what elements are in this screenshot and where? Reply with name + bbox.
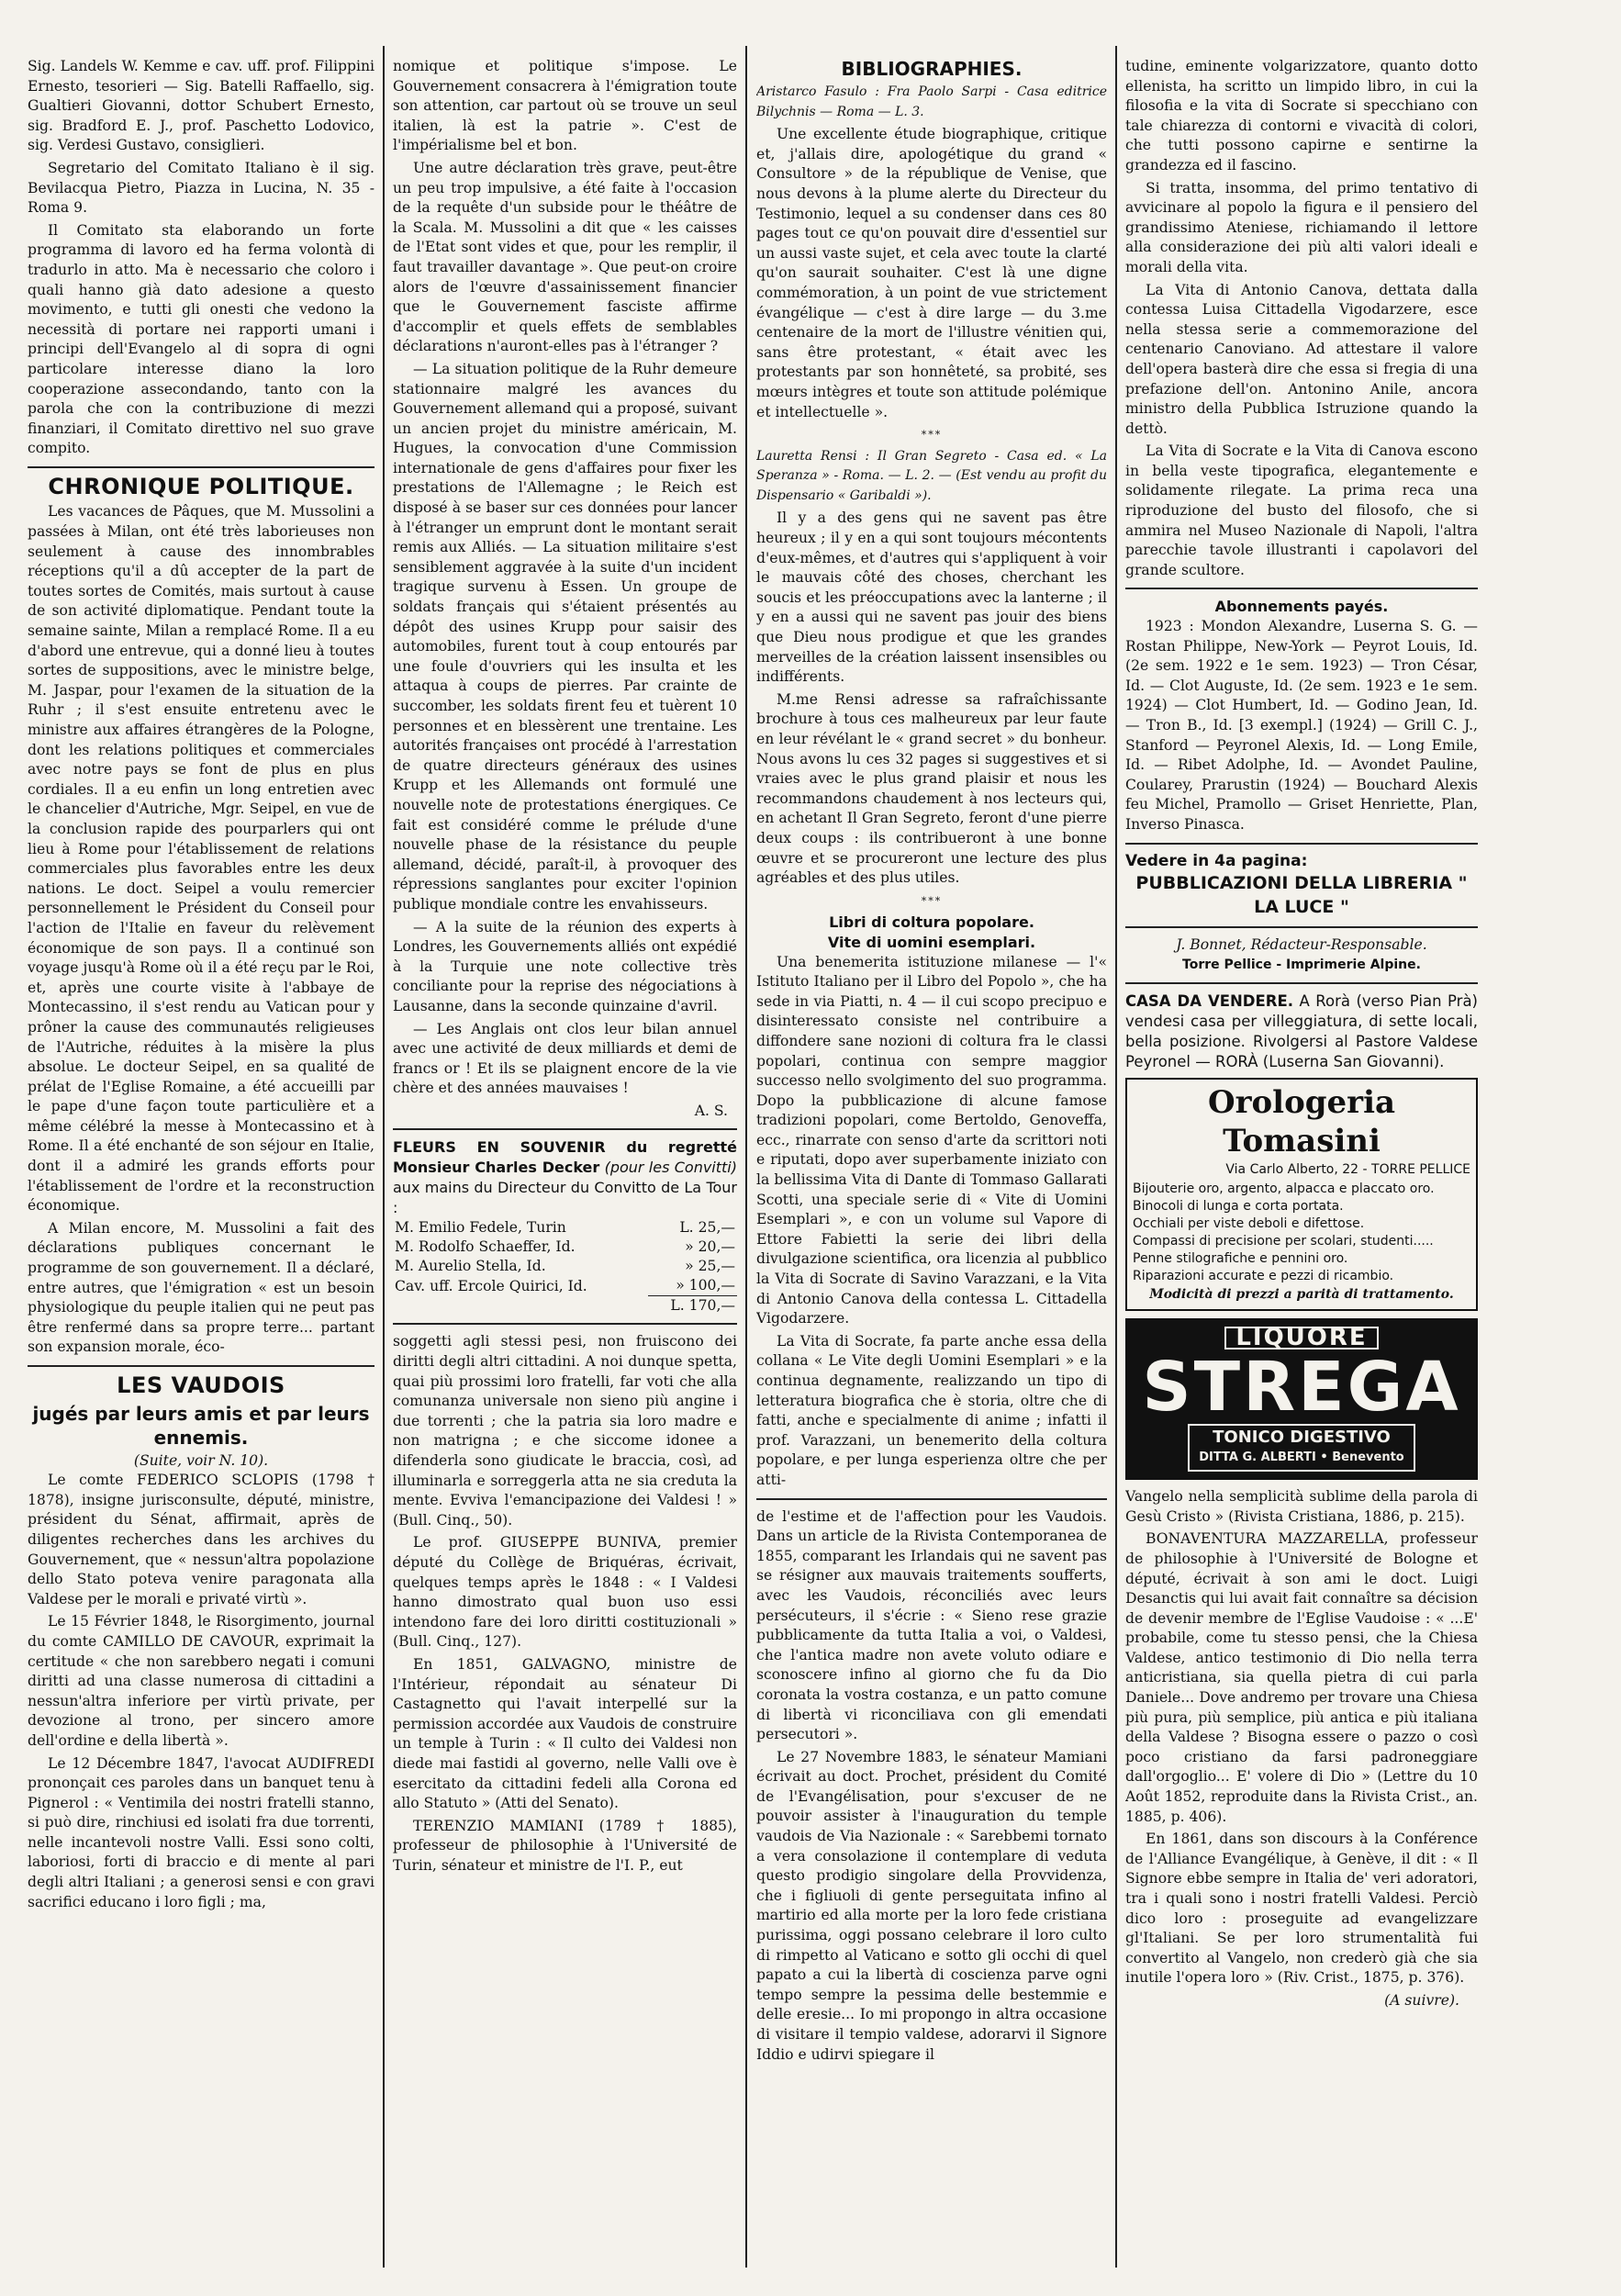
casa-text: A Rorà (verso Pian Prà) vendesi casa per villeggiatura, di sette locali, bella posizione. Rivolgersi al Pastore Valdese Peyronel — RORÀ (Luserna San Giovanni). (1125, 992, 1478, 1071)
libri-paragraph: La Vita di Antonio Canova, dettata dalla contessa Luisa Cittadella Vigodarzere, esce nella stessa serie a commemorazione del centenario Canoviano. Ad attestare il valore dell'opera basterà dire che essa si fregia di una prefazione dell'on. Antonino Anile, ancora ministro della Pubblica Istruzione quando la dettò. (1125, 281, 1478, 437)
book-review: Il y a des gens qui ne savent pas être heureux ; il y en a qui sont toujours mécontents d'eux-mêmes, et d'autres qui s'appliquent à voir le mauvais côté des choses, cherchant les soucis et les préoccupations avec la lanterne ; il y en a aussi qui ne savent pas jouir des biens que Dieu nous prodigue et que les grandes merveilles de la création laissent insensibles ou indifférents. (756, 510, 1107, 686)
chronique-heading: CHRONIQUE POLITIQUE. (48, 473, 354, 499)
vaudois-paragraph: Le comte FEDERICO SCLOPIS (1798 † 1878), insigne jurisconsulte, député, ministre, président du Sénat, affirmait, après de diligentes recherches dans les archives du Gouvernement, que « nessun'altra popolazione dello Stato poteva venire paragonata alla Valdese per le morali e privaté virtù ». (28, 1472, 375, 1607)
separator-stars: *** (921, 894, 943, 907)
donor-name: M. Aurelio Stella, Id. (395, 1258, 546, 1275)
divider (1125, 588, 1478, 589)
vaudois-paragraph: Vangelo nella semplicità sublime della parola di Gesù Cristo » (Rivista Cristiana, 1886, p. 215). (1125, 1488, 1478, 1525)
donor-name: M. Emilio Fedele, Turin (395, 1219, 566, 1237)
strega-logo: STREGA (1142, 1348, 1461, 1428)
orologeria-items (1133, 1181, 1470, 1285)
strega-tonic (1188, 1424, 1415, 1472)
list-item: Penne stilografiche e pennini oro. (1133, 1250, 1348, 1266)
strega-ad (1125, 1318, 1478, 1481)
donor-name: Cav. uff. Ercole Quirici, Id. (395, 1277, 587, 1294)
vaudois-paragraph: En 1851, GALVAGNO, ministre de l'Intérieur, répondait au sénateur Di Castagnetto qui l'avait interpellé sur la permission accordée aux Vaudois de construire un temple à Turin : « Il culto dei Valdesi non diede mai fastidi al governo, nelle Valli ove è esercitato da cittadini fedeli alla Corona ed allo Statuto » (Atti del Senato). (393, 1655, 737, 1812)
donation-amount: » 20,— (685, 1238, 735, 1256)
column-rule (383, 46, 385, 2268)
divider (1125, 982, 1478, 984)
vaudois-paragraph: soggetti agli stessi pesi, non fruiscono dei diritti degli altri cittadini. A noi dunque spetta, quai più prossimi loro fratelli, far voti che alla comunanza universale non sieno più angine i due torrenti ; che la patria sia loro madre e non matrigna ; e che siccome idonee a difenderla sono giudicate le braccia, così, ad illuminarla e sorreggerla atta ne sia creduta la mente. Evviva l'emancipazione dei Valdesi ! » (Bull. Cinq., 50). (393, 1333, 737, 1529)
libri-paragraph: La Vita di Socrate, fa parte anche essa della collana « Le Vite degli Uomini Esemplari » e la continua degnamente, realizzando un tipo di letteratura biografica che è storia, oltre che di fatti, anche e specialmente di anime ; infatti il prof. Varazzani, un benemerito della coltura popolare, e per lunga esperienza oltre che per atti- (756, 1332, 1107, 1488)
vaudois-paragraph: de l'estime et de l'affection pour les Vaudois. Dans un article de la Rivista Contemporanea de 1855, comparant les Irlandais qui ne savent pas se résigner aux mauvais traitements soufferts, avec les Vaudois, réconciliés avec leurs persécuteurs, il s'écrie : « Sieno rese grazie pubblicamente da tutta Italia a voi, o Valdesi, che l'antica madre non avete voluto odiare e sconoscere infino al giorno che fu da Dio coronata la vostra costanza, e un patto comune di libertà vi riconciliava con gli emendati persecutori ». (756, 1507, 1107, 1743)
vaudois-continuation: (Suite, voir N. 10). (133, 1451, 269, 1469)
book-citation: Aristarco Fasulo : Fra Paolo Sarpi - Casa editrice Bilychnis — Roma — L. 3. (756, 84, 1107, 119)
book-review: M.me Rensi adresse sa rafraîchissante brochure à tous ces malheureux par leur faute en leur révélant le « grand secret » du bonheur. Nous avons lu ces 32 pages si suggestives et si vraies avec le plus grand plaisir et nous les recommandons chaudement à nos lecteurs qui, en achetant Il Gran Segreto, feront d'une pierre deux coups : ils contribueront à une bonne œuvre et se procureront une lecture des plus agréables et des plus utiles. (756, 690, 1107, 887)
libri-paragraph: La Vita di Socrate e la Vita di Canova escono in bella veste tipografica, elegantemente e solidamente rilegate. La prima reca una riproduzione del busto del filosofo, che si ammira nel Museo Nazionale di Napoli, l'altra parecchie tavole illustranti i capolavori del grande scultore. (1125, 442, 1478, 578)
strega-maker: DITTA G. ALBERTI • Benevento (1199, 1450, 1404, 1465)
chronique-paragraph: A Milan encore, M. Mussolini a fait des déclarations publiques concernant le programme de son gouvernement. Il a déclaré, entre autres, que l'émigration « est un besoin physiologique du peuple italien qui ne peut pas être renfermé dans sa propre terre... partant son expansion morale, éco- (28, 1219, 375, 1356)
divider (28, 466, 375, 468)
divider (393, 1128, 737, 1130)
vaudois-heading: LES VAUDOIS (117, 1372, 285, 1398)
casa-heading: CASA DA VENDERE. (1125, 992, 1294, 1011)
table-row (393, 1276, 737, 1296)
imprimerie-line: Torre Pellice - Imprimerie Alpine. (1182, 957, 1421, 972)
chronique-paragraph: — Les Anglais ont clos leur bilan annuel avec une activité de deux milliards et demi de francs or ! Et ils se plaignent encore de la vie chère et des années mauvaises ! (393, 1020, 737, 1097)
list-item: Bijouterie oro, argento, alpacca e placcato oro. (1133, 1181, 1435, 1196)
orologeria-ad (1125, 1078, 1478, 1310)
strega-liquore: LIQUORE (1224, 1327, 1378, 1350)
strega-tonic-label: TONICO DIGESTIVO (1213, 1428, 1391, 1448)
vaudois-subheading: jugés par leurs amis et par leurs ennemis. (32, 1402, 370, 1449)
table-row (393, 1238, 737, 1257)
donations-table (393, 1218, 737, 1316)
vaudois-paragraph: TERENZIO MAMIANI (1789 † 1885), professeur de philosophie à l'Université de Turin, sénateur et ministre de l'I. P., eut (393, 1817, 737, 1874)
abonnements-list: 1923 : Mondon Alexandre, Luserna S. G. — Rostan Philippe, New-York — Peyrot Louis, Id. (2e sem. 1922 e 1e sem. 1923) — Tron César, Id. — Clot Auguste, Id. (2e sem. 1923 e 1e sem. 1924) — Clot Humbert, Id. — Godino Jean, Id. — Tron B., Id. [3 exempl.] (1924) — Grill C. J., Stanford — Peyronel Alexis, Id. — Long Emile, Id. — Ribet Adolphe, Id. — Avondet Pauline, Coularey, Prarustin (1924) — Bouchard Alexis feu Michel, Pramollo — Griset Henriette, Plan, Inverso Pinasca. (1125, 618, 1478, 833)
column-3 (756, 57, 1107, 2260)
donation-amount: » 25,— (685, 1258, 735, 1275)
donor-name: M. Rodolfo Schaeffer, Id. (395, 1238, 576, 1256)
orologeria-footer: Modicità di prezzi a parità di trattamento. (1149, 1286, 1454, 1302)
divider (1125, 843, 1478, 845)
book-review: Une excellente étude biographique, critique et, j'allais dire, apologétique du grand « Consultore » de la république de Venise, que nous devons à la plume alerte du Directeur du Testimonio, lequel a su condenser dans ces 80 pages tout ce qu'on pouvait dire d'essentiel sur un aussi vaste sujet, et cela avec toute la clarté qu'on saurait souhaiter. C'est là une digne commémoration, à un point de vue strictement évangélique — c'est à dire large — du 3.me centenaire de la mort de l'illustre vénitien qui, sans être protestant, « était avec les protestants par son honnêteté, sa probité, ses mœurs intègres et toute son attitude polémique et intellectuelle ». (756, 126, 1107, 420)
libri-subheading: Vite di uomini esemplari. (827, 933, 1036, 951)
vaudois-paragraph: Le prof. GIUSEPPE BUNIVA, premier député du Collège de Briquéras, écrivait, quelques temps après le 1848 : « I Valdesi hanno dimostrato qual buon uso essi intendono fare dei loro diritti costituzionali » (Bull. Cinq., 127). (393, 1534, 737, 1651)
column-4 (1125, 57, 1478, 2260)
chronique-paragraph: — A la suite de la réunion des experts à Londres, les Gouvernements alliés ont expédié à la Turquie une note collective très conciliante pour la reprise des négociations à Lausanne, dans la seconde quinzaine d'avril. (393, 918, 737, 1014)
committee-secretary: Segretario del Comitato Italiano è il sig. Bevilacqua Pietro, Piazza in Lucina, N. 35 - Roma 9. (28, 159, 375, 217)
libri-heading: Libri di coltura popolare. (829, 913, 1034, 932)
list-item: Compassi di precisione per scolari, studenti..... (1133, 1233, 1434, 1249)
column-rule (1115, 46, 1117, 2268)
vaudois-paragraph: Le 12 Décembre 1847, l'avocat AUDIFREDI prononçait ces paroles dans un banquet tenu à Pignerol : « Ventimila dei nostri fratelli stanno, si può dire, rinchiusi ed isolati fra due torrenti, nelle incantevoli nostre Valli. Essi sono colti, laboriosi, forti di braccio e di mente al pari degli altri Italiani ; a generosi sensi e con gravi sacrifici educano i loro figli ; ma, (28, 1754, 375, 1910)
committee-members: Sig. Landels W. Kemme e cav. uff. prof. Filippini Ernesto, tesorieri — Sig. Batelli Raffaello, sig. Gualtieri Giovanni, dottor Schubert Ernesto, sig. Bradford E. J., prof. Paschetto Lodovico, sig. Verdesi Gustavo, consiglieri. (28, 58, 375, 154)
column-1 (28, 57, 375, 2260)
fleurs-notice (393, 1137, 737, 1218)
divider (393, 1323, 737, 1325)
divider (756, 1498, 1107, 1500)
separator-stars: *** (921, 429, 943, 442)
vaudois-paragraph: Le 27 Novembre 1883, le sénateur Mamiani écrivait au doct. Prochet, président du Comité de l'Evangélisation, pour s'excuser de ne pouvoir assister à l'inauguration du temple vaudois de Via Nazionale : « Sarebbemi tornato a vera consolazione il contemplare di veduta questo prodigio singolare della Provvidenza, che i figliuoli di gente perseguitata infino al martirio ed alla morte per la loro fede cristiana purissima, oggi possano celebrare il loro culto di rimpetto al Vaticano e sotto gli occhi di quel papato a cui la libertà di coscienza parve ogni tempo sempre la pessima delle bestemmie e delle eresie... Io mi propongo in altra occasione di visitare il tempio valdese, adorarvi il Signore Iddio e udirvi spiegare il (756, 1748, 1107, 2063)
orologeria-title: Orologeria Tomasini (1207, 1084, 1396, 1160)
divider (1125, 926, 1478, 928)
book-citation: Lauretta Rensi : Il Gran Segreto - Casa ed. « La Speranza » - Roma. — L. 2. — (Est vendu au profit du Dispensario « Garibaldi »). (756, 448, 1107, 503)
to-be-continued: (A suivre). (1384, 1991, 1459, 2009)
libri-paragraph: Una benemerita istituzione milanese — l'« Istituto Italiano per il Libro del Popolo », che ha sede in via Piatti, n. 4 — il cui scopo precipuo e disinteressato consiste nel contribuire a diffondere sane nozioni di coltura fra le classi popolari, continua con sempre maggior successo nello svolgimento del suo programma. Dopo la pubblicazione di alcune famose tradizioni popolari, come Bertoldo, Genoveffa, ecc., rinarrate con senso d'arte da scrittori noti e riputati, dopo aver superbamente iniziato con la bellissima Vita di Dante di Tommaso Gallarati Scotti, una speciale serie di « Vite di Uomini Esemplari », e con un volume sul Vapore di Ettore Fabietti la serie dei libri della divulgazione scientifica, ora licenzia al pubblico la Vita di Socrate di Savino Varazzani, e la Vita di Antonio Canova della contessa L. Cittadella Vigodarzere. (756, 953, 1107, 1327)
libri-paragraph: Si tratta, insomma, del primo tentativo di avvicinare al popolo la figura e il pensiero del grandissimo Ateniese, richiamando il lettore alla considerazione dei più alti valori ideali e morali della vita. (1125, 179, 1478, 275)
chronique-paragraph: Les vacances de Pâques, que M. Mussolini a passées à Milan, ont été très laborieuses non seulement à cause des innombrables réceptions qu'il a dû accepter de la part de toutes sortes de Comités, mais surtout à cause de son activité diplomatique. Pendant toute la semaine sainte, Milan a remplacé Rome. Il a eu d'abord une entrevue, qui a donné lieu à toutes sortes de suppositions, avec le ministre belge, M. Jaspar, pour l'examen de la situation de la Ruhr ; il s'est ensuite entretenu avec le ministre aux affaires étrangères de la Pologne, dont les relations politiques et commerciales avec notre pays se font de plus en plus cordiales. Il a eu enfin un long entretien avec le chancelier d'Autriche, Mgr. Seipel, en vue de la conclusion rapide des pourparlers qui ont lieu à Rome pour l'établissement de relations commerciales plus favorables entre les deux nations. Le doct. Seipel a voulu remercier personnellement le Président du Conseil pour l'action de l'Italie en faveur du relèvement économique de son pays. Il a continué son voyage jusqu'à Rome où il a été reçu par le Roi, et, après une courte visite à l'abbaye de Montecassino, il s'est rendu au Vatican pour y prôner la cause des communautés religieuses de l'Autriche, réduites à la misère la plus absolue. Le docteur Seipel, en sa qualité de prélat de l'Eglise Romaine, a été accueilli par le pape d'une façon toute particulière et a même célébré la messe à Montecassino et à Rome. Il a été enchanté de son séjour en Italie, dont il a admiré les grands efforts pour l'établissement de l'ordre et la reconstruction économique. (28, 503, 375, 1215)
casa-ad (1125, 991, 1478, 1072)
fleurs-heading: FLEURS EN SOUVENIR du regretté Monsieur Charles Decker (393, 1138, 737, 1177)
list-item: Riparazioni accurate e pezzi di ricambio. (1133, 1268, 1394, 1283)
list-item: Binocoli di lunga e corta portata. (1133, 1198, 1344, 1214)
fleurs-note: (pour les Convitti) (604, 1159, 737, 1177)
libri-paragraph: tudine, eminente volgarizzatore, quanto dotto ellenista, ha scritto un limpido libro, in cui la filosofia e la vita di Socrate si specchiano con tale chiarezza di contorni e vivacità di colori, che tutti possono capirne e sentirne la grandezza ed il fascino. (1125, 58, 1478, 174)
bibliographies-heading: BIBLIOGRAPHIES. (841, 58, 1023, 80)
donation-amount: » 100,— (676, 1277, 735, 1294)
orologeria-address: Via Carlo Alberto, 22 - TORRE PELLICE (1225, 1162, 1470, 1178)
table-row (393, 1218, 737, 1238)
vedere-notice: Vedere in 4a pagina: (1125, 851, 1308, 870)
chronique-paragraph: — La situation politique de la Ruhr demeure stationnaire malgré les avances du Gouvernement allemand qui a proposé, suivant un ancien projet du ministre américain, M. Hugues, la convocation d'une Commission internationale de gens d'affaires pour fixer les prestations de l'Allemagne ; le Reich est disposé à se baser sur ces données pour lancer à l'étranger un emprunt dont le montant serait remis aux Alliés. — La situation militaire s'est sensiblement aggravée à la suite d'un incident tragique survenu à Essen. Un groupe de soldats français qui s'étaient présentés au dépôt des usines Krupp pour saisir des automobiles, furent tout à coup entourés par une foule d'ouvriers qui les insulta et les attaqua à coups de pierres. Par crainte de succomber, les soldats firent feu et tuèrent 10 personnes et en blessèrent une trentaine. Les autorités françaises ont procédé à l'arrestation de quatre directeurs généraux des usines Krupp et les Allemands ont formulé une nouvelle note de protestations énergiques. Ce fait est considéré comme le prélude d'une nouvelle phase de la résistance du peuple allemand, décidé, paraît-il, à provoquer des répressions sanglantes pour exciter l'opinion publique mondiale contre les envahisseurs. (393, 360, 737, 913)
chronique-paragraph: nomique et politique s'impose. Le Gouvernement consacrera à l'émigration toute son attention, car partout où se trouve un seul italien, là est la patrie ». C'est de l'impérialisme bel et bon. (393, 58, 737, 154)
fleurs-text: aux mains du Directeur du Convitto de La Tour : (393, 1179, 737, 1217)
chronique-paragraph: Une autre déclaration très grave, peut-être un peu trop impulsive, a été faite à l'occasion de la requête d'un subside pour le théâtre de la Scala. M. Mussolini a dit que « les caisses de l'Etat sont vides et que, pour les remplir, il faut travailler davantage ». Que peut-on croire alors de l'œuvre d'assainissement financier que le Gouvernement fasciste affirme d'accomplir et quels effets de semblables déclarations n'auront-elles pas à l'étranger ? (393, 159, 737, 355)
donation-total: L. 170,— (648, 1296, 737, 1316)
column-rule (745, 46, 747, 2268)
vaudois-paragraph: BONAVENTURA MAZZARELLA, professeur de philosophie à l'Université de Bologne et député, écrivait à son ami le doct. Luigi Desanctis qui lui avait fait connaître sa décision de devenir membre de l'Eglise Vaudoise : « ...E' probabile, come tu stesso pensi, che la Chiesa Valdese, antico testimonio di Dio nella terra anticristiana, sia quella pietra di cui parla Daniele... Dove andremo per trovare una Chiesa più pura, più semplice, più antica e più italiana della Valdese ? Bisogna essere o pazzo o così poco cristiano da farsi padroneggiare dall'orgoglio... E' volere di Dio » (Lettre du 10 Août 1852, reproduite dans la Rivista Crist., an. 1885, p. 406). (1125, 1530, 1478, 1825)
column-2 (393, 57, 737, 2260)
vaudois-paragraph: En 1861, dans son discours à la Conférence de l'Alliance Evangélique, à Genève, il dit : « Il Signore ebbe sempre in Italia de' veri adoratori, tra i quali sono i nostri fratelli Valdesi. Perciò dico loro : proseguite ad evangelizzare gl'Italiani. Se per loro strumentalità fui convertito al Vangelo, non crederò già che sia inutile l'opera loro » (Riv. Crist., 1875, p. 376). (1125, 1831, 1478, 1987)
committee-program: Il Comitato sta elaborando un forte programma di lavoro ed ha ferma volontà di tradurlo in atto. Ma è necessario che coloro i quali hanno già dato adesione a questo movimento, e tutti gli onesti che vedono la necessità di portare nei rapporti umani i principi dell'Evangelo al di sopra di ogni particolare interesse diano la loro cooperazione assecondando, tanto con la parola che con la contribuzione di mezzi finanziari, il Comitato direttivo nel suo grave compito. (28, 221, 375, 457)
table-row (393, 1296, 737, 1316)
redacteur-line: J. Bonnet, Rédacteur-Responsable. (1176, 936, 1427, 954)
donation-amount: L. 25,— (679, 1219, 735, 1237)
list-item: Occhiali per viste deboli e difettose. (1133, 1215, 1365, 1231)
libreria-banner: PUBBLICAZIONI DELLA LIBRERIA " LA LUCE " (1135, 873, 1468, 918)
vaudois-paragraph: Le 15 Février 1848, le Risorgimento, journal du comte CAMILLO DE CAVOUR, exprimait la certitude « che non sarebbero negati i comuni diritti ad una classe numerosa di cittadini a nessun'altra inferiore per virtù private, per devozione al trono, per sincero amore dell'ordine e della libertà ». (28, 1613, 375, 1749)
divider (28, 1365, 375, 1367)
signature: A. S. (694, 1102, 728, 1119)
abonnements-heading: Abonnements payés. (1214, 598, 1389, 616)
table-row (393, 1257, 737, 1276)
